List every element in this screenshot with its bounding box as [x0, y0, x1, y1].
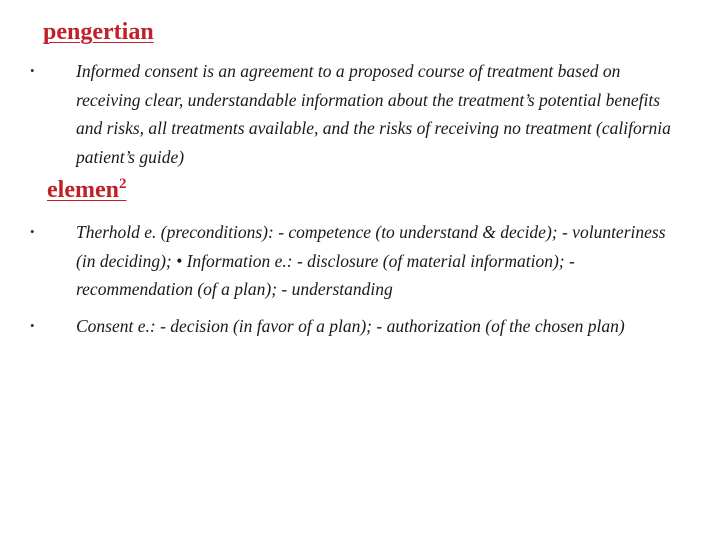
- section-title-elemen-sup: 2: [118, 176, 127, 192]
- pengertian-list: [30, 57, 688, 171]
- bullet-icon: •: [30, 224, 35, 239]
- list-item-text: Consent e.: - decision (in favor of a plan); - authorization (of the chosen plan): [76, 315, 625, 336]
- elemen-list: [30, 218, 688, 340]
- section-title-pengertian-text: pengertian: [43, 19, 154, 45]
- bullet-icon: •: [30, 63, 35, 78]
- section-title-elemen-text: elemen: [47, 177, 119, 203]
- list-item: [30, 312, 688, 341]
- list-item: [30, 218, 688, 304]
- list-item-text: Therhold e. (preconditions): - competence (to understand & decide); - volunteriness (in deciding); • Information e.: - disclosure (of material information); - recommendation (of a plan); - understanding: [76, 222, 666, 299]
- bullet-icon: •: [30, 317, 35, 333]
- list-item-text: Informed consent is an agreement to a proposed course of treatment based on receiving clear, understandable information about the treatment’s potential benefits and risks, all treatments available, and the risks of receiving no treatment (california patient’s guide): [76, 61, 671, 167]
- list-item: [30, 57, 688, 171]
- section-title-elemen: [47, 178, 126, 202]
- section-title-pengertian: [43, 20, 154, 44]
